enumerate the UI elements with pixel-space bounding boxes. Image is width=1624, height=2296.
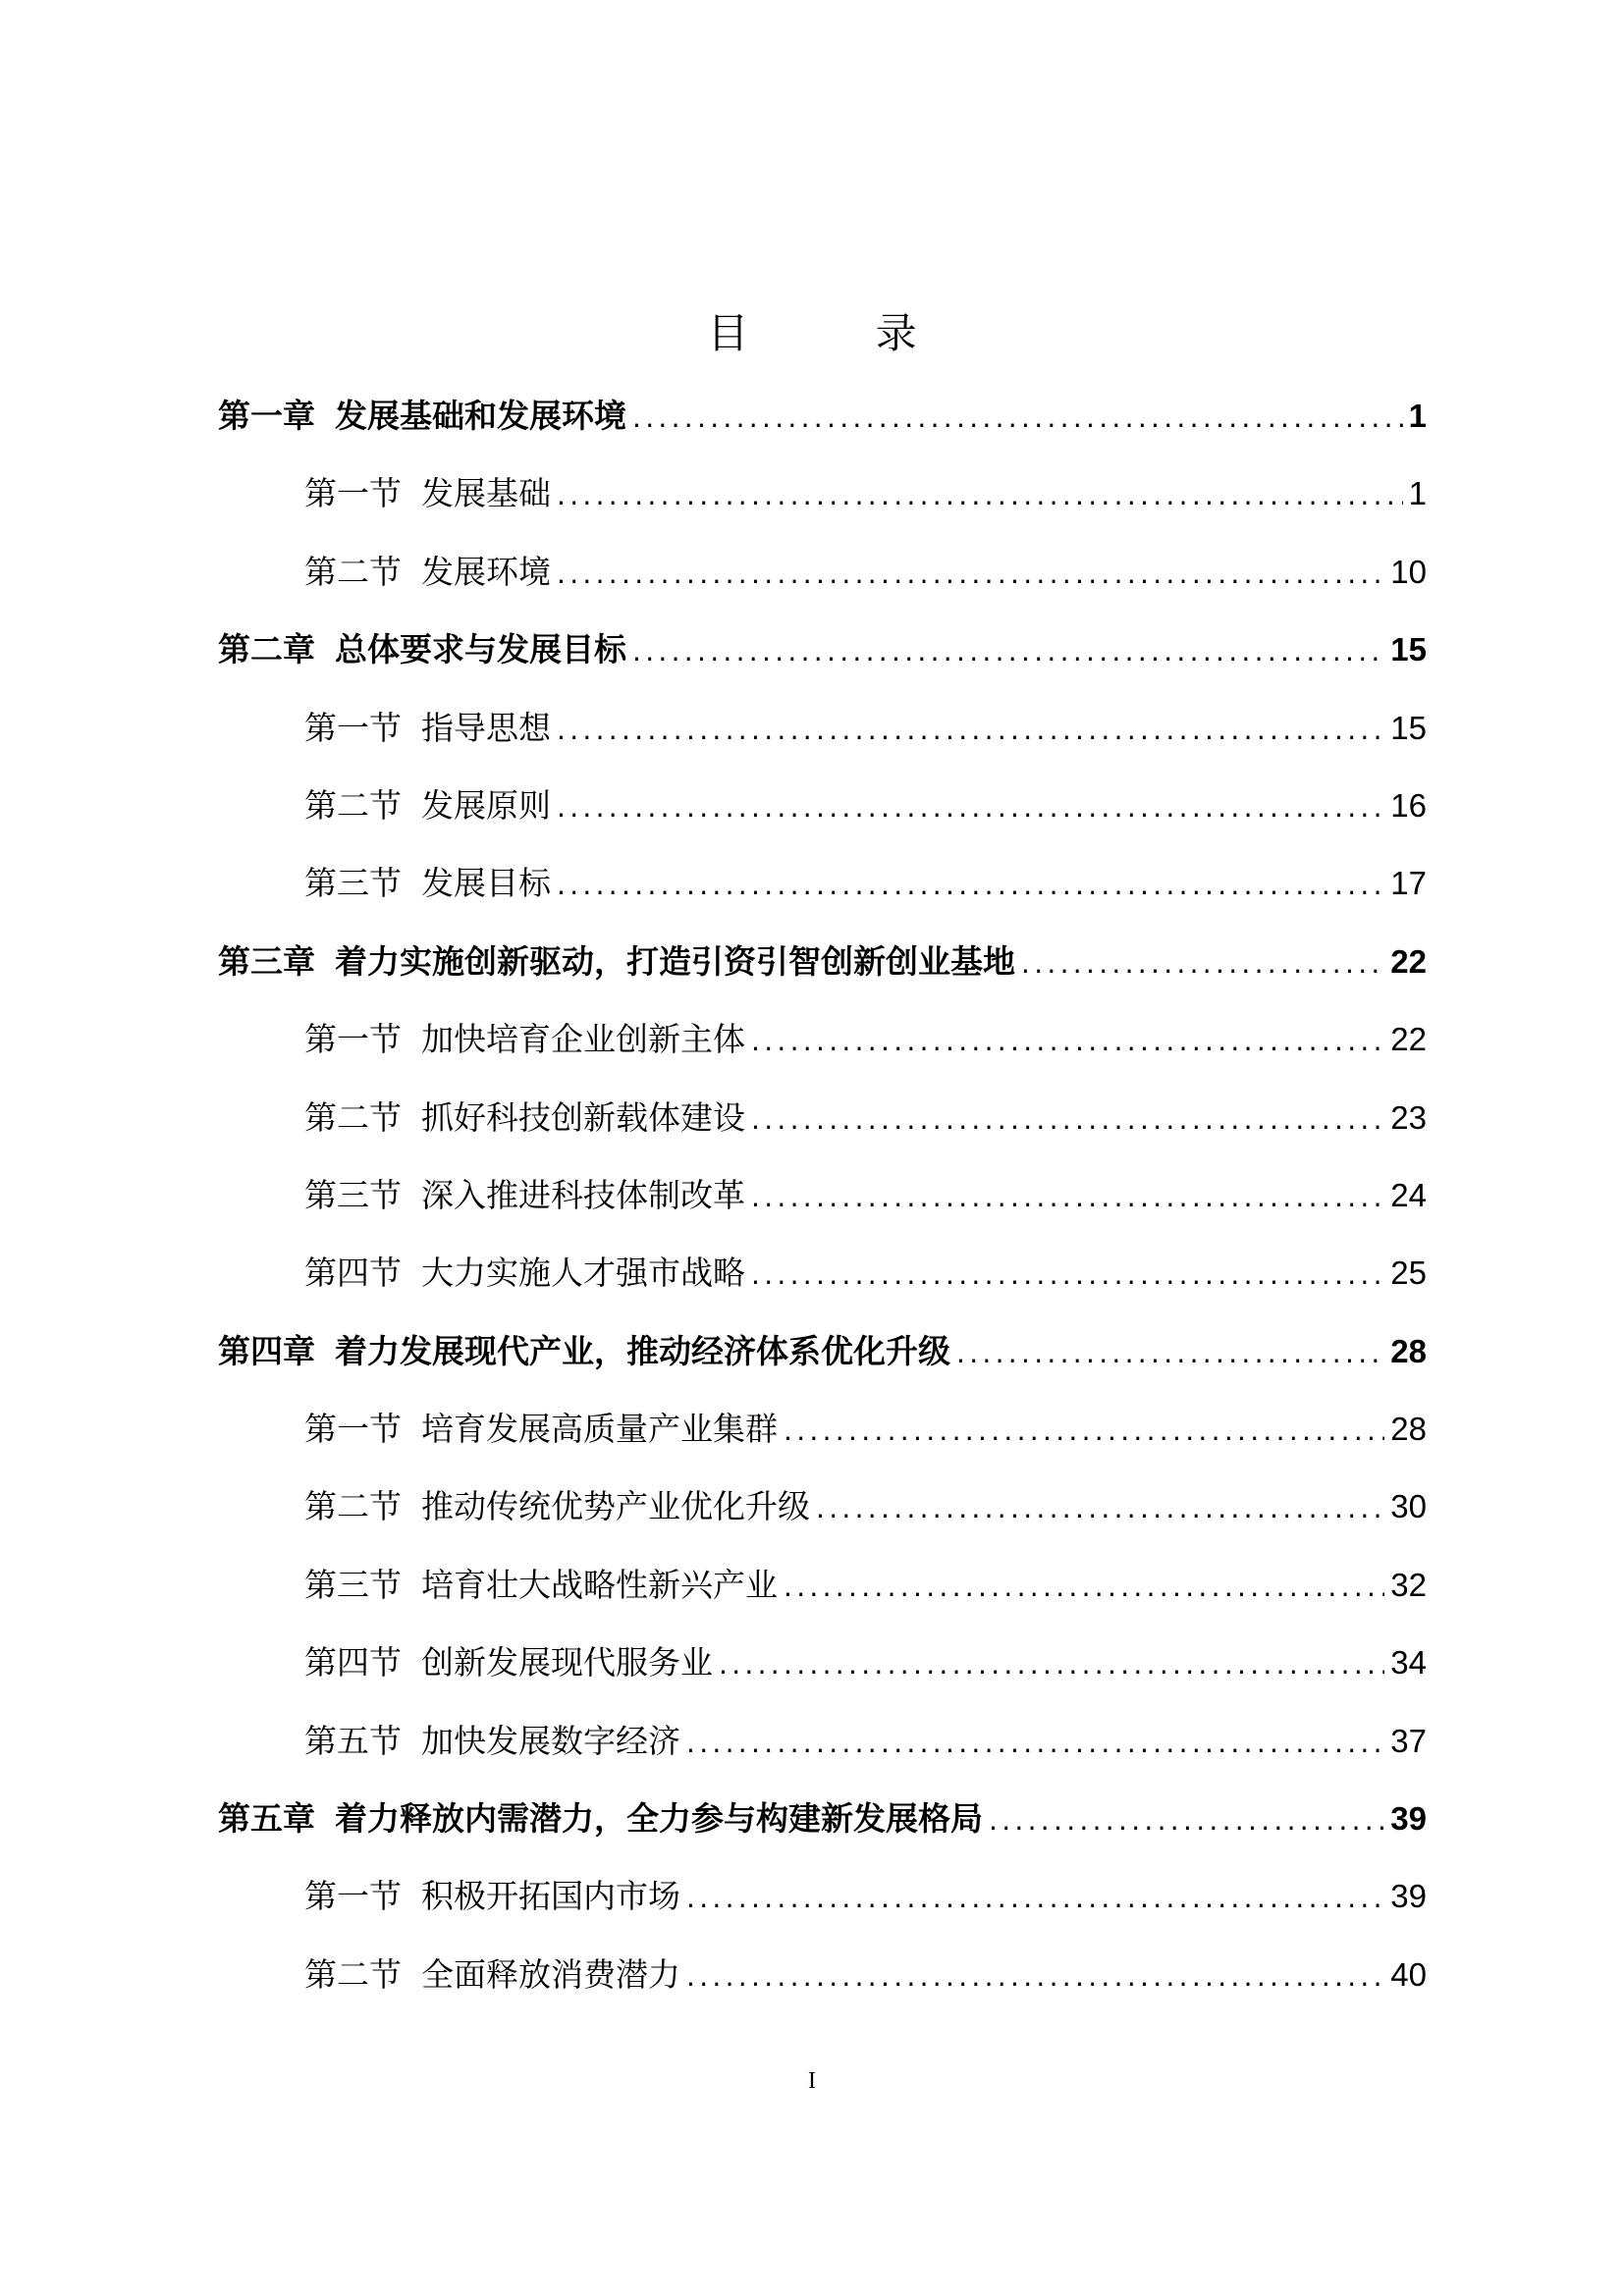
toc-entry-page: 24 <box>1390 1176 1427 1213</box>
toc-entry-page: 32 <box>1390 1566 1427 1603</box>
toc-entry-label <box>218 618 626 681</box>
toc-section-entry[interactable] <box>218 1164 1427 1242</box>
toc-entry-number: 第五节 <box>304 1721 402 1760</box>
toc-entry-label <box>304 1087 745 1149</box>
toc-entry-number: 第一节 <box>304 1410 402 1449</box>
toc-entry-page: 40 <box>1390 1955 1427 1993</box>
toc-entry-number: 第二节 <box>304 1097 402 1137</box>
toc-entry-page: 16 <box>1390 786 1427 824</box>
toc-entry-number: 第四章 <box>218 1331 315 1370</box>
toc-entry-number: 第二节 <box>304 785 402 825</box>
toc-entry-label <box>304 1398 778 1461</box>
toc-entry-title: 抓好科技创新载体建设 <box>421 1097 745 1137</box>
dot-leader <box>816 1477 1384 1540</box>
toc-section-entry[interactable] <box>218 1008 1427 1086</box>
toc-entry-label <box>304 1164 745 1227</box>
toc-section-entry[interactable] <box>218 1865 1427 1943</box>
toc-entry-title: 培育壮大战略性新兴产业 <box>421 1565 778 1604</box>
dot-leader <box>557 543 1384 606</box>
toc-chapter-entry[interactable] <box>218 1788 1427 1865</box>
toc-entry-title: 发展基础 <box>421 474 551 513</box>
dot-leader <box>784 1556 1384 1619</box>
toc-entry-number: 第三节 <box>304 1565 402 1604</box>
toc-entry-label <box>304 1475 810 1538</box>
dot-leader <box>751 1010 1384 1073</box>
toc-entry-number: 第二节 <box>304 1954 402 1994</box>
toc-entry-label <box>304 1631 713 1694</box>
toc-entry-title: 总体要求与发展目标 <box>335 630 626 669</box>
toc-entry-label <box>218 1320 950 1383</box>
toc-entry-number: 第四节 <box>304 1254 402 1293</box>
toc-section-entry[interactable] <box>218 852 1427 930</box>
toc-entry-page: 30 <box>1390 1488 1427 1525</box>
toc-entry-number: 第一节 <box>304 474 402 513</box>
page-number-footer: I <box>808 2068 816 2094</box>
toc-entry-page: 17 <box>1390 865 1427 902</box>
toc-section-entry[interactable] <box>218 1475 1427 1553</box>
toc-entry-label <box>304 1865 680 1928</box>
toc-section-entry[interactable] <box>218 1631 1427 1709</box>
toc-entry-page: 28 <box>1390 1411 1427 1448</box>
toc-entry-title: 加快发展数字经济 <box>421 1721 680 1760</box>
toc-chapter-entry[interactable] <box>218 385 1427 462</box>
toc-entry-label <box>304 462 551 525</box>
toc-entry-title: 创新发展现代服务业 <box>421 1643 713 1682</box>
dot-leader <box>557 776 1384 839</box>
dot-leader <box>1021 933 1384 995</box>
toc-entry-number: 第一节 <box>304 1020 402 1059</box>
toc-entry-label <box>218 931 1015 993</box>
dot-leader <box>557 464 1403 527</box>
toc-entry-title: 发展环境 <box>421 552 551 591</box>
toc-entry-label <box>304 541 551 604</box>
toc-entry-page: 28 <box>1390 1332 1427 1369</box>
toc-chapter-entry[interactable] <box>218 1320 1427 1398</box>
page-title: 目 录 <box>707 309 974 357</box>
toc-section-entry[interactable] <box>218 541 1427 618</box>
toc-entry-title: 着力实施创新驱动，打造引资引智创新创业基地 <box>335 941 1015 981</box>
toc-entry-title: 发展目标 <box>421 864 551 903</box>
toc-entry-title: 着力释放内需潜力，全力参与构建新发展格局 <box>335 1799 983 1839</box>
toc-chapter-entry[interactable] <box>218 931 1427 1008</box>
toc-entry-page: 34 <box>1390 1644 1427 1682</box>
toc-entry-title: 深入推进科技体制改革 <box>421 1175 745 1214</box>
toc-entry-number: 第二章 <box>218 630 315 669</box>
toc-entry-number: 第四节 <box>304 1643 402 1682</box>
dot-leader <box>686 1867 1384 1930</box>
dot-leader <box>632 620 1384 683</box>
dot-leader <box>686 1946 1384 2008</box>
toc-entry-page: 1 <box>1408 398 1427 434</box>
toc-entry-page: 23 <box>1390 1098 1427 1136</box>
toc-entry-label <box>304 697 551 760</box>
toc-entry-number: 第五章 <box>218 1799 315 1839</box>
dot-leader <box>557 854 1384 917</box>
toc-entry-title: 指导思想 <box>421 708 551 747</box>
dot-leader <box>719 1633 1384 1696</box>
toc-entry-title: 全面释放消费潜力 <box>421 1954 680 1994</box>
toc-section-entry[interactable] <box>218 1944 1427 2021</box>
toc-entry-number: 第三章 <box>218 941 315 981</box>
toc-entry-title: 积极开拓国内市场 <box>421 1877 680 1916</box>
toc-entry-title: 推动传统优势产业优化升级 <box>421 1487 810 1526</box>
toc-entry-page: 15 <box>1390 631 1427 668</box>
toc-section-entry[interactable] <box>218 697 1427 774</box>
dot-leader <box>784 1400 1384 1463</box>
toc-entry-page: 22 <box>1390 942 1427 980</box>
toc-entry-title: 大力实施人才强市战略 <box>421 1254 745 1293</box>
toc-section-entry[interactable] <box>218 1398 1427 1475</box>
toc-entry-label <box>218 1788 983 1850</box>
toc-entry-title: 培育发展高质量产业集群 <box>421 1410 778 1449</box>
toc-entry-label <box>304 1008 745 1071</box>
toc-entry-number: 第一节 <box>304 1877 402 1916</box>
toc-section-entry[interactable] <box>218 774 1427 852</box>
toc-section-entry[interactable] <box>218 1710 1427 1788</box>
toc-entry-title: 加快培育企业创新主体 <box>421 1020 745 1059</box>
toc-entry-number: 第一节 <box>304 708 402 747</box>
toc-entry-page: 15 <box>1390 709 1427 746</box>
toc-entry-number: 第二节 <box>304 1487 402 1526</box>
toc-entry-label <box>304 774 551 837</box>
dot-leader <box>751 1089 1384 1151</box>
toc-entry-number: 第一章 <box>218 397 315 435</box>
toc-entry-page: 1 <box>1408 475 1427 512</box>
toc-entry-page: 25 <box>1390 1255 1427 1292</box>
dot-leader <box>989 1789 1384 1852</box>
toc-entry-number: 第三节 <box>304 864 402 903</box>
toc-section-entry[interactable] <box>218 1087 1427 1164</box>
toc-entry-number: 第二节 <box>304 552 402 591</box>
dot-leader <box>751 1244 1384 1307</box>
toc-entry-title: 发展基础和发展环境 <box>335 397 626 435</box>
toc-section-entry[interactable] <box>218 1554 1427 1631</box>
toc-entry-title: 发展原则 <box>421 785 551 825</box>
toc-entry-page: 10 <box>1390 553 1427 590</box>
toc-entry-page: 39 <box>1390 1800 1427 1838</box>
dot-leader <box>751 1166 1384 1229</box>
toc-section-entry[interactable] <box>218 462 1427 540</box>
toc-entry-label <box>304 852 551 915</box>
toc-entry-number: 第三节 <box>304 1175 402 1214</box>
dot-leader <box>557 699 1384 762</box>
toc-entry-title: 着力发展现代产业，推动经济体系优化升级 <box>335 1331 950 1370</box>
toc-section-entry[interactable] <box>218 1242 1427 1319</box>
toc-entry-page: 39 <box>1390 1878 1427 1915</box>
dot-leader <box>686 1712 1384 1775</box>
dot-leader <box>632 387 1403 450</box>
toc-entry-label <box>218 385 626 448</box>
toc-entry-page: 37 <box>1390 1722 1427 1759</box>
toc-entry-label <box>304 1554 778 1617</box>
toc-entry-label <box>304 1242 745 1305</box>
toc-chapter-entry[interactable] <box>218 618 1427 696</box>
toc-entry-label <box>304 1944 680 2006</box>
dot-leader <box>956 1322 1384 1385</box>
toc-entry-page: 22 <box>1390 1021 1427 1058</box>
table-of-contents <box>218 385 1427 2021</box>
toc-entry-label <box>304 1710 680 1773</box>
